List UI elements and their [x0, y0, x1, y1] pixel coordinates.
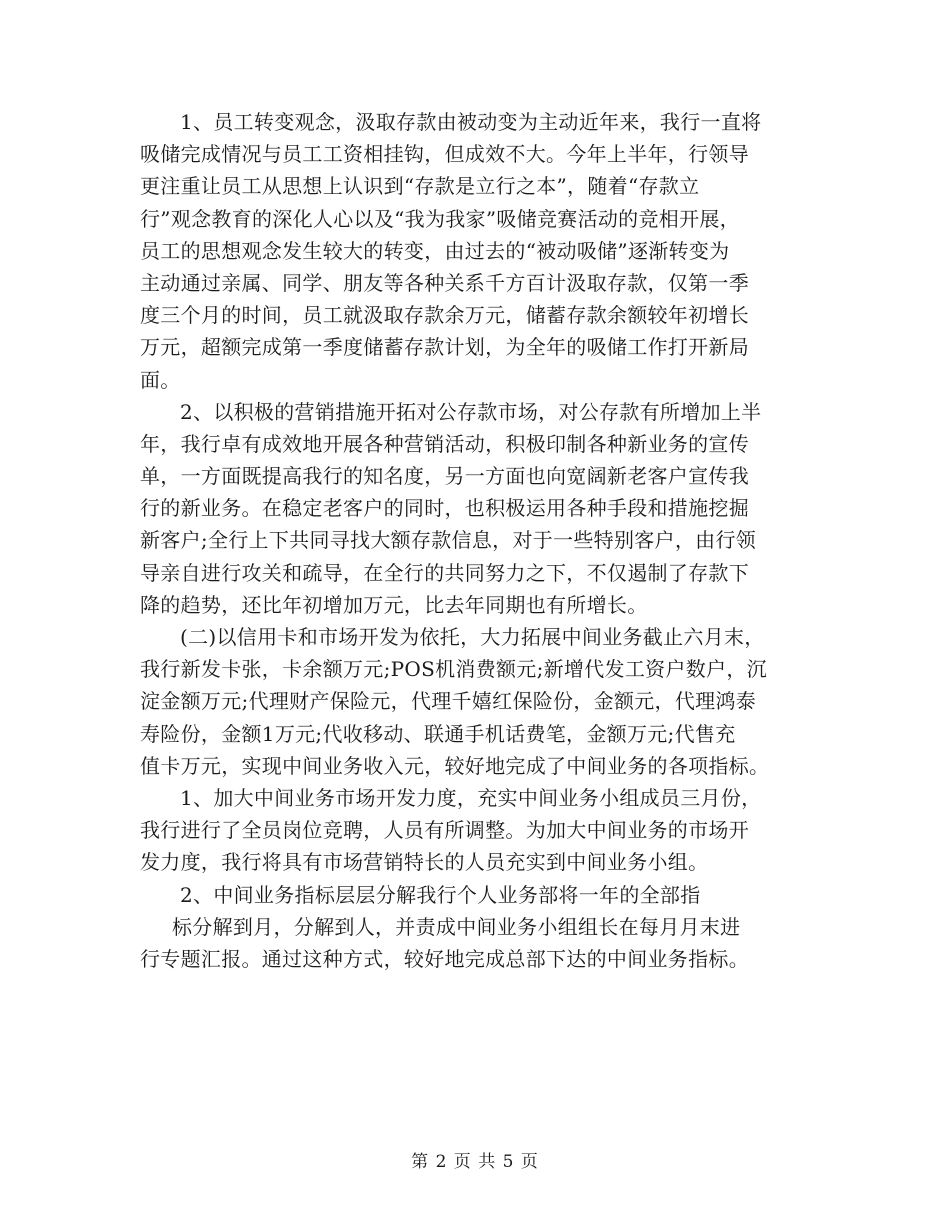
- text-line: 年，我行卓有成效地开展各种营销活动，积极印制各种新业务的宣传: [140, 431, 749, 456]
- text-line: 行”观念教育的深化人心以及“我为我家”吸储竞赛活动的竞相开展，: [140, 206, 740, 231]
- text-line: 标分解到月，分解到人，并责成中间业务小组组长在每月月末进: [172, 914, 741, 939]
- text-line: 万元，超额完成第一季度储蓄存款计划，为全年的吸储工作打开新局: [140, 335, 749, 360]
- text-line: 单，一方面既提高我行的知名度，另一方面也向宽阔新老客户宣传我: [140, 464, 749, 489]
- text-line: 降的趋势，还比年初增加万元，比去年同期也有所增长。: [140, 592, 648, 617]
- text-line: 行的新业务。在稳定老客户的同时，也积极运用各种手段和措施挖掘: [140, 496, 749, 521]
- document-body: [140, 106, 812, 975]
- text-line: 2、以积极的营销措施开拓对公存款市场，对公存款有所增加上半: [180, 399, 762, 424]
- text-line: 我行新发卡张，卡余额万元;POS机消费额元;新增代发工资户数户，沉: [140, 657, 767, 682]
- text-line: 1、加大中间业务市场开发力度，充实中间业务小组成员三月份，: [180, 785, 762, 810]
- text-line: 度三个月的时间，员工就汲取存款余万元，储蓄存款余额较年初增长: [140, 303, 749, 328]
- text-line: 面。: [140, 367, 181, 392]
- text-line: (二)以信用卡和市场开发为依托，大力拓展中间业务截止六月末，: [180, 625, 765, 649]
- text-line: 2、中间业务指标层层分解我行个人业务部将一年的全部指: [180, 882, 701, 907]
- text-line: 行专题汇报。通过这种方式，较好地完成总部下达的中间业务指标。: [140, 946, 749, 971]
- text-line: 吸储完成情况与员工工资相挂钩，但成效不大。今年上半年，行领导: [140, 142, 749, 167]
- text-line: 1、员工转变观念，汲取存款由被动变为主动近年来，我行一直将: [180, 110, 762, 134]
- text-line: 导亲自进行攻关和疏导，在全行的共同努力之下，不仅遏制了存款下: [140, 560, 749, 585]
- text-line: 我行进行了全员岗位竞聘，人员有所调整。为加大中间业务的市场开: [140, 818, 749, 843]
- text-line: 值卡万元，实现中间业务收入元，较好地完成了中间业务的各项指标。: [140, 753, 770, 778]
- text-line: 寿险份，金额1万元;代收移动、联通手机话费笔，金额万元;代售充: [140, 721, 736, 746]
- text-line: 淀金额万元;代理财产保险元，代理千嬉红保险份，金额元，代理鸿泰: [140, 689, 757, 714]
- text-line: 主动通过亲属、同学、朋友等各种关系千方百计汲取存款，仅第一季: [140, 270, 749, 295]
- page-footer: 第 2 页 共 5 页: [411, 1152, 539, 1172]
- text-line: 发力度，我行将具有市场营销特长的人员充实到中间业务小组。: [140, 850, 709, 875]
- text-line: 更注重让员工从思想上认识到“存款是立行之本”，随着“存款立: [140, 174, 700, 199]
- text-line: 新客户;全行上下共同寻找大额存款信息，对于一些特别客户，由行领: [140, 528, 757, 553]
- text-line: 员工的思想观念发生较大的转变，由过去的“被动吸储”逐渐转变为: [140, 238, 730, 263]
